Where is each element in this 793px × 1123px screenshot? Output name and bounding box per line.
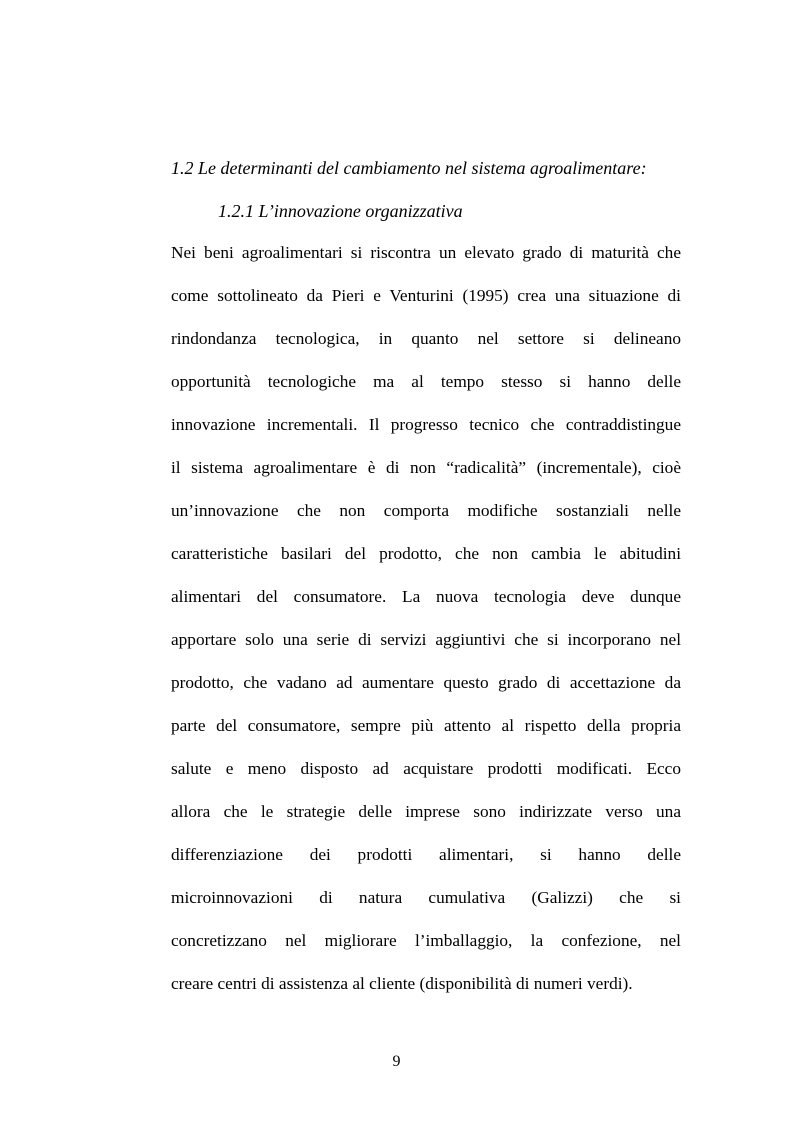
paragraph-line: allora che le strategie delle imprese sono indirizzate verso una (171, 802, 681, 821)
paragraph-line: innovazione incrementali. Il progresso tecnico che contraddistingue (171, 415, 681, 434)
paragraph-line: salute e meno disposto ad acquistare prodotti modificati. Ecco (171, 759, 681, 778)
page-number: 9 (392, 1053, 401, 1070)
paragraph-line: creare centri di assistenza al cliente (disponibilità di numeri verdi). (171, 974, 633, 993)
paragraph-line: prodotto, che vadano ad aumentare questo grado di accettazione da (171, 673, 681, 692)
paragraph-line: differenziazione dei prodotti alimentari, si hanno delle (171, 845, 681, 864)
paragraph-line: opportunità tecnologiche ma al tempo stesso si hanno delle (171, 372, 681, 391)
paragraph-line: Nei beni agroalimentari si riscontra un elevato grado di maturità che (171, 243, 681, 262)
paragraph-line: concretizzano nel migliorare l’imballaggio, la confezione, nel (171, 931, 681, 950)
paragraph-line: come sottolineato da Pieri e Venturini (1995) crea una situazione di (171, 286, 681, 305)
subsection-heading: 1.2.1 L’innovazione organizzativa (218, 201, 463, 221)
paragraph-line: microinnovazioni di natura cumulativa (Galizzi) che si (171, 888, 681, 907)
paragraph-line: caratteristiche basilari del prodotto, che non cambia le abitudini (171, 544, 681, 563)
paragraph-line: parte del consumatore, sempre più attento al rispetto della propria (171, 716, 681, 735)
paragraph-line: un’innovazione che non comporta modifiche sostanziali nelle (171, 501, 681, 520)
paragraph-line: il sistema agroalimentare è di non “radicalità” (incrementale), cioè (171, 458, 681, 477)
paragraph-line: alimentari del consumatore. La nuova tecnologia deve dunque (171, 587, 681, 606)
section-heading: 1.2 Le determinanti del cambiamento nel sistema agroalimentare: (171, 158, 647, 178)
paragraph-line: apportare solo una serie di servizi aggiuntivi che si incorporano nel (171, 630, 681, 649)
paragraph-line: rindondanza tecnologica, in quanto nel settore si delineano (171, 329, 681, 348)
body-paragraph (171, 240, 681, 1014)
